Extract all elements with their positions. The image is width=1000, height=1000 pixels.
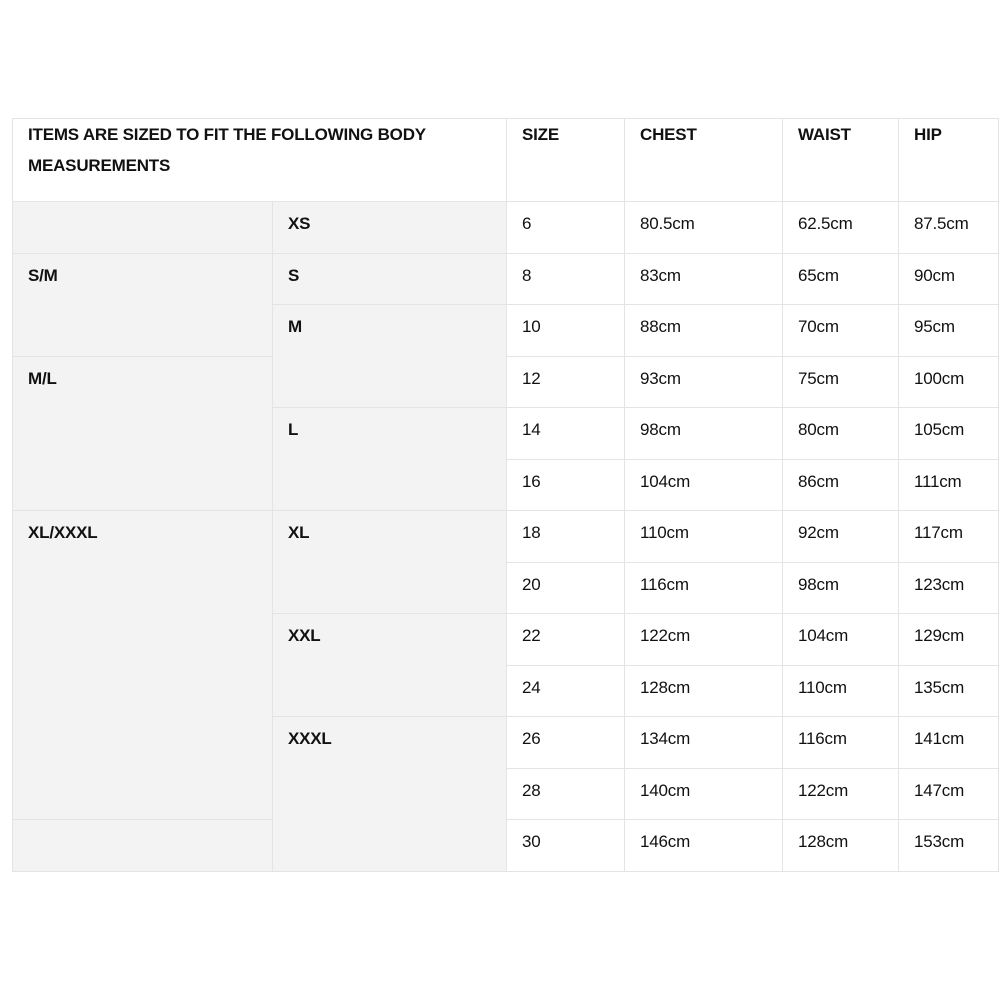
hip-cell: 129cm <box>899 614 999 666</box>
waist-cell: 116cm <box>783 717 899 769</box>
letter-size-m: M <box>273 305 507 408</box>
chest-cell: 140cm <box>625 768 783 820</box>
letter-size-xl: XL <box>273 511 507 614</box>
chest-cell: 110cm <box>625 511 783 563</box>
table-row <box>13 511 999 563</box>
hip-cell: 111cm <box>899 459 999 511</box>
group-size-xlxxxl: XL/XXXL <box>13 511 273 820</box>
waist-cell: 70cm <box>783 305 899 357</box>
size-cell: 14 <box>507 408 625 460</box>
size-cell: 28 <box>507 768 625 820</box>
waist-cell: 104cm <box>783 614 899 666</box>
size-cell: 24 <box>507 665 625 717</box>
hip-cell: 90cm <box>899 253 999 305</box>
table-row <box>13 202 999 254</box>
chest-cell: 116cm <box>625 562 783 614</box>
chest-cell: 122cm <box>625 614 783 666</box>
header-size: SIZE <box>507 119 625 202</box>
header-hip: HIP <box>899 119 999 202</box>
hip-cell: 117cm <box>899 511 999 563</box>
chest-cell: 83cm <box>625 253 783 305</box>
hip-cell: 105cm <box>899 408 999 460</box>
waist-cell: 80cm <box>783 408 899 460</box>
size-cell: 26 <box>507 717 625 769</box>
hip-cell: 153cm <box>899 820 999 872</box>
waist-cell: 65cm <box>783 253 899 305</box>
chest-cell: 134cm <box>625 717 783 769</box>
size-cell: 20 <box>507 562 625 614</box>
header-row <box>13 119 999 202</box>
waist-cell: 98cm <box>783 562 899 614</box>
chest-cell: 146cm <box>625 820 783 872</box>
waist-cell: 75cm <box>783 356 899 408</box>
hip-cell: 87.5cm <box>899 202 999 254</box>
size-cell: 30 <box>507 820 625 872</box>
waist-cell: 86cm <box>783 459 899 511</box>
group-size-ml: M/L <box>13 356 273 511</box>
header-waist: WAIST <box>783 119 899 202</box>
chest-cell: 88cm <box>625 305 783 357</box>
chest-cell: 93cm <box>625 356 783 408</box>
group-cell-empty <box>13 820 273 872</box>
waist-cell: 110cm <box>783 665 899 717</box>
hip-cell: 95cm <box>899 305 999 357</box>
size-chart-table <box>12 118 999 872</box>
waist-cell: 62.5cm <box>783 202 899 254</box>
letter-size-xs: XS <box>273 202 507 254</box>
size-cell: 12 <box>507 356 625 408</box>
hip-cell: 100cm <box>899 356 999 408</box>
size-cell: 22 <box>507 614 625 666</box>
letter-size-l: L <box>273 408 507 511</box>
header-chest: CHEST <box>625 119 783 202</box>
chest-cell: 128cm <box>625 665 783 717</box>
size-cell: 16 <box>507 459 625 511</box>
header-intro: ITEMS ARE SIZED TO FIT THE FOLLOWING BODY MEASUREMENTS <box>13 119 507 202</box>
table-row <box>13 253 999 305</box>
size-cell: 18 <box>507 511 625 563</box>
size-cell: 10 <box>507 305 625 357</box>
chest-cell: 98cm <box>625 408 783 460</box>
group-cell-empty <box>13 202 273 254</box>
hip-cell: 141cm <box>899 717 999 769</box>
hip-cell: 135cm <box>899 665 999 717</box>
hip-cell: 123cm <box>899 562 999 614</box>
letter-size-xxxl: XXXL <box>273 717 507 872</box>
waist-cell: 92cm <box>783 511 899 563</box>
chest-cell: 104cm <box>625 459 783 511</box>
waist-cell: 128cm <box>783 820 899 872</box>
chest-cell: 80.5cm <box>625 202 783 254</box>
waist-cell: 122cm <box>783 768 899 820</box>
group-size-sm: S/M <box>13 253 273 356</box>
letter-size-s: S <box>273 253 507 305</box>
size-cell: 8 <box>507 253 625 305</box>
size-cell: 6 <box>507 202 625 254</box>
letter-size-xxl: XXL <box>273 614 507 717</box>
hip-cell: 147cm <box>899 768 999 820</box>
